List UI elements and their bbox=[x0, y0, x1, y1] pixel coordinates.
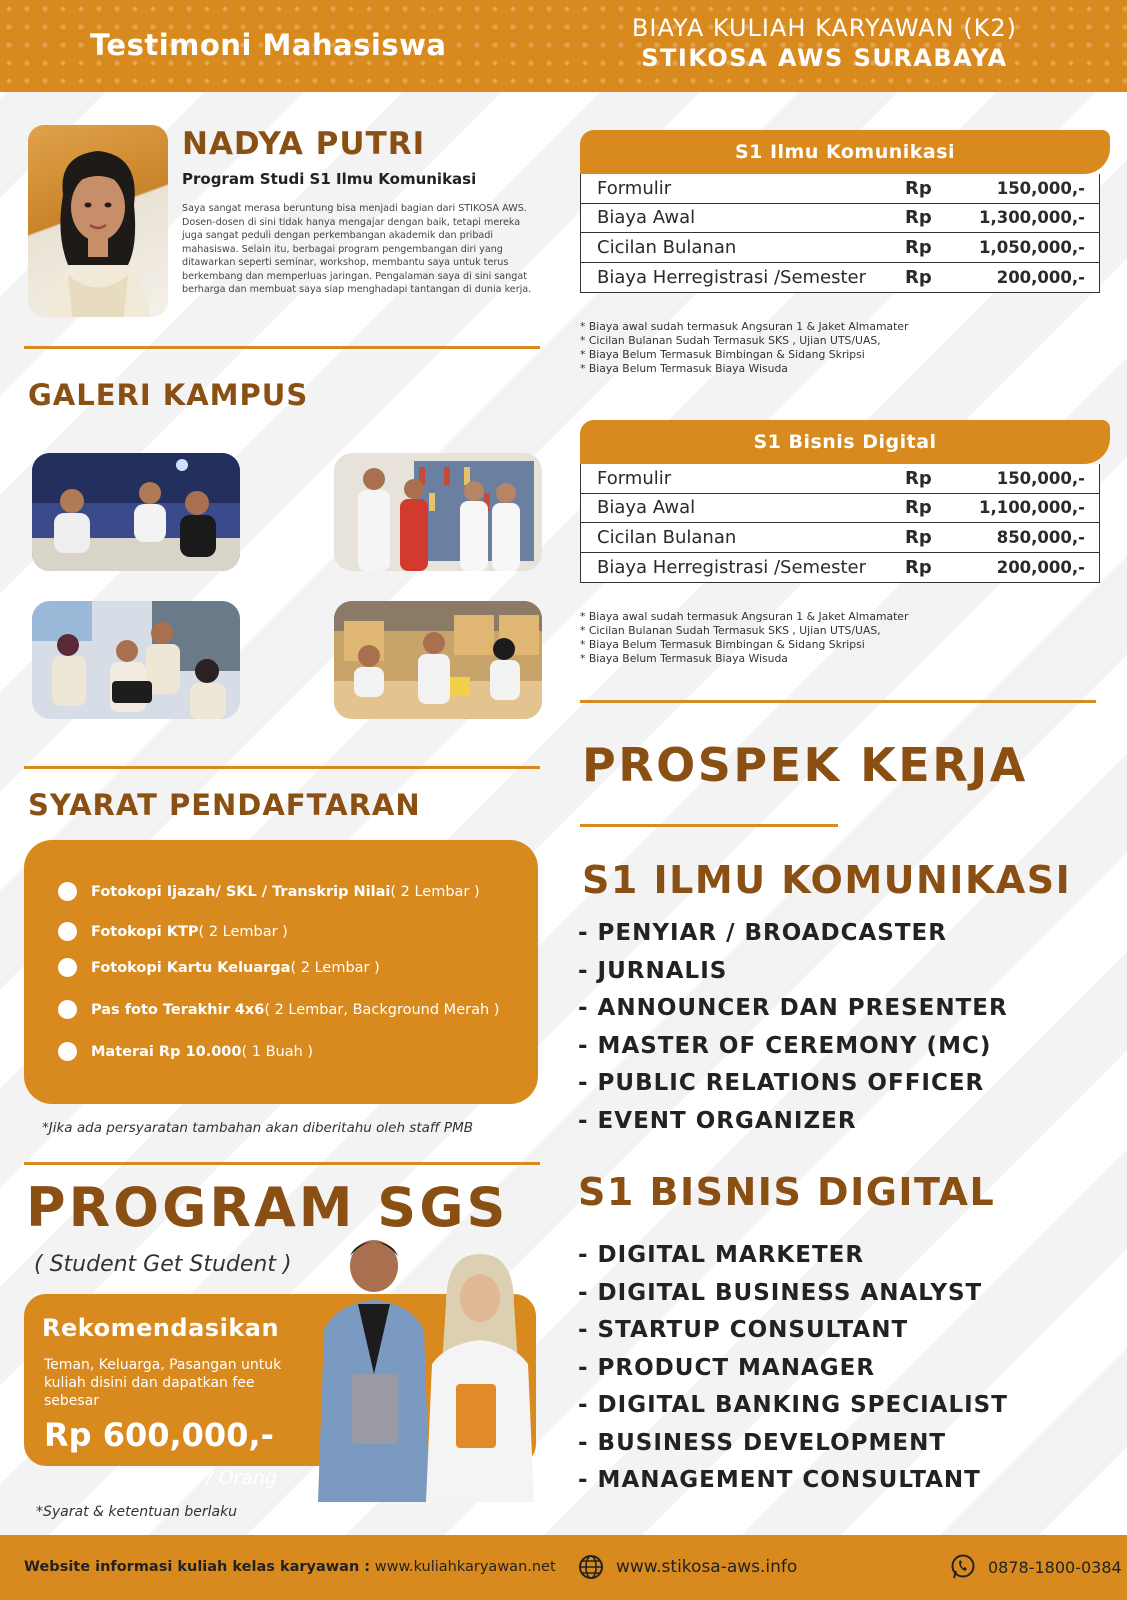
library-scene-illustration bbox=[334, 453, 542, 571]
requirement-qty: ( 1 Buah ) bbox=[241, 1043, 314, 1060]
job-item: - BUSINESS DEVELOPMENT bbox=[578, 1429, 947, 1456]
fee-row bbox=[581, 464, 1099, 494]
fee-row bbox=[581, 494, 1099, 524]
student-portrait-illustration bbox=[28, 125, 168, 317]
sgs-heading: Rekomendasikan bbox=[42, 1314, 280, 1342]
prospek-bisnis-list bbox=[578, 1242, 1008, 1505]
sgs-description: Teman, Keluarga, Pasangan untuk kuliah disini dan dapatkan fee sebesar bbox=[44, 1357, 282, 1409]
studio-scene-illustration bbox=[32, 453, 240, 571]
job-item: - MASTER OF CEREMONY (MC) bbox=[578, 1032, 992, 1059]
footer-phone-number[interactable]: 0878-1800-0384 bbox=[988, 1557, 1122, 1577]
fee-amount: 850,000,- bbox=[996, 527, 1085, 547]
students-illustration bbox=[296, 1234, 538, 1502]
requirements-panel bbox=[24, 840, 538, 1104]
footer-website-link[interactable]: www.stikosa-aws.info bbox=[616, 1557, 798, 1577]
job-item: - DIGITAL BANKING SPECIALIST bbox=[578, 1392, 1008, 1418]
fee-note: * Biaya Belum Termasuk Biaya Wisuda bbox=[580, 652, 788, 665]
requirement-item bbox=[58, 922, 288, 941]
fee-row bbox=[581, 553, 1099, 583]
requirement-label: Fotokopi Ijazah/ SKL / Transkrip Nilai bbox=[91, 883, 391, 900]
divider bbox=[580, 824, 838, 827]
requirement-item bbox=[58, 958, 380, 977]
student-photo bbox=[28, 125, 168, 317]
requirement-label: Fotokopi Kartu Keluarga bbox=[91, 959, 291, 976]
fee-note: * Biaya Belum Termasuk Bimbingan & Sidang Skripsi bbox=[580, 638, 865, 651]
requirement-label: Materai Rp 10.000 bbox=[91, 1043, 242, 1060]
sgs-students-photo bbox=[296, 1234, 538, 1502]
footer-info-link[interactable]: www.kuliahkaryawan.net bbox=[374, 1559, 556, 1575]
fee-amount: 200,000,- bbox=[996, 267, 1085, 287]
prospek-ilkom-list bbox=[578, 920, 1008, 1145]
fee-note: * Biaya awal sudah termasuk Angsuran 1 & Jaket Almamater bbox=[580, 610, 909, 623]
requirement-qty: ( 2 Lembar ) bbox=[198, 923, 288, 940]
sgs-terms-note: *Syarat & ketentuan berlaku bbox=[36, 1504, 238, 1520]
fee-table bbox=[580, 174, 1100, 293]
header-line-1: BIAYA KULIAH KARYAWAN (K2) bbox=[631, 14, 1017, 42]
footer-website[interactable] bbox=[578, 1554, 797, 1580]
fee-currency: Rp bbox=[905, 526, 932, 548]
fee-currency: Rp bbox=[905, 207, 932, 229]
fee-card-title: S1 Ilmu Komunikasi bbox=[580, 130, 1110, 174]
bullet-icon bbox=[58, 1042, 77, 1061]
divider bbox=[24, 346, 540, 349]
bullet-icon bbox=[58, 958, 77, 977]
sgs-title: PROGRAM SGS bbox=[26, 1176, 509, 1239]
divider bbox=[24, 1162, 540, 1165]
fee-currency: Rp bbox=[905, 177, 932, 199]
requirement-item bbox=[58, 1000, 499, 1019]
fee-row bbox=[581, 233, 1099, 263]
bullet-icon bbox=[58, 1000, 77, 1019]
fee-label: Formulir bbox=[597, 177, 672, 199]
fee-label: Biaya Herregistrasi /Semester bbox=[597, 266, 867, 288]
testimonial-program: Program Studi S1 Ilmu Komunikasi bbox=[182, 170, 477, 188]
fee-note: * Cicilan Bulanan Sudah Termasuk SKS , Ujian UTS/UAS, bbox=[580, 624, 881, 637]
prospek-bisnis-title: S1 BISNIS DIGITAL bbox=[578, 1170, 996, 1214]
requirement-qty: ( 2 Lembar ) bbox=[390, 883, 480, 900]
fee-label: Formulir bbox=[597, 467, 672, 489]
fee-notes-bisnis bbox=[580, 610, 908, 666]
prospek-title: PROSPEK KERJA bbox=[582, 738, 1028, 792]
job-item: - DIGITAL MARKETER bbox=[578, 1242, 865, 1268]
fee-card-ilkom bbox=[580, 130, 1110, 293]
fee-amount: 1,050,000,- bbox=[978, 237, 1085, 257]
bullet-icon bbox=[58, 882, 77, 901]
fee-currency: Rp bbox=[905, 556, 932, 578]
gallery-photo-lab bbox=[334, 601, 542, 719]
divider bbox=[580, 700, 1096, 703]
gallery-title: GALERI KAMPUS bbox=[28, 378, 309, 412]
fee-amount: 200,000,- bbox=[996, 557, 1085, 577]
fee-note: * Biaya awal sudah termasuk Angsuran 1 & Jaket Almamater bbox=[580, 320, 909, 333]
header-line-2: STIKOSA AWS SURABAYA bbox=[641, 44, 1008, 72]
prospek-ilkom-title: S1 ILMU KOMUNIKASI bbox=[582, 858, 1072, 902]
fee-label: Biaya Awal bbox=[597, 207, 696, 229]
fee-table bbox=[580, 464, 1100, 583]
fee-amount: 150,000,- bbox=[996, 178, 1085, 198]
requirements-title: SYARAT PENDAFTARAN bbox=[28, 788, 421, 822]
job-item: - PENYIAR / BROADCASTER bbox=[578, 920, 947, 946]
fee-row bbox=[581, 523, 1099, 553]
fee-currency: Rp bbox=[905, 266, 932, 288]
fee-card-bisnis bbox=[580, 420, 1110, 583]
job-item: - STARTUP CONSULTANT bbox=[578, 1317, 909, 1343]
fee-amount: 150,000,- bbox=[996, 468, 1085, 488]
sgs-subtitle: ( Student Get Student ) bbox=[34, 1252, 292, 1277]
testimonial-quote: Saya sangat merasa beruntung bisa menjadi bagian dari STIKOSA AWS. Dosen-dosen di sini tidak hanya mengajar dengan baik, tetapi mereka juga sangat peduli dengan perkembangan akademik dan pribadi mahasiswa. Selain itu, berbagai program pengembangan diri yang ditawarkan seperti seminar, workshop, membantu saya untuk terus berkembang dan memperluas jaringan. Pengalaman saya di sini sangat berharga dan membuat saya siap menghadapi tantangan di dunia kerja. bbox=[182, 203, 532, 295]
gallery-photo-library bbox=[334, 453, 542, 571]
fee-note: * Biaya Belum Termasuk Bimbingan & Sidang Skripsi bbox=[580, 348, 865, 361]
fee-amount: 1,300,000,- bbox=[978, 208, 1085, 228]
fee-note: * Biaya Belum Termasuk Biaya Wisuda bbox=[580, 362, 788, 375]
gallery-photo-studio bbox=[32, 453, 240, 571]
language-lab-illustration bbox=[334, 601, 542, 719]
fee-row bbox=[581, 174, 1099, 204]
fee-amount: 1,100,000,- bbox=[978, 498, 1085, 518]
header-title: Testimoni Mahasiswa bbox=[90, 28, 447, 62]
footer-info-label: Website informasi kuliah kelas karyawan : bbox=[24, 1559, 371, 1575]
fee-row bbox=[581, 263, 1099, 293]
job-item: - DIGITAL BUSINESS ANALYST bbox=[578, 1279, 983, 1306]
requirement-label: Pas foto Terakhir 4x6 bbox=[91, 1001, 265, 1018]
sgs-per-person: / Orang bbox=[206, 1467, 277, 1489]
header-campus-title bbox=[632, 14, 1017, 72]
footer-info bbox=[24, 1559, 556, 1575]
job-item: - PUBLIC RELATIONS OFFICER bbox=[578, 1070, 985, 1096]
job-item: - PRODUCT MANAGER bbox=[578, 1354, 876, 1381]
job-item: - ANNOUNCER DAN PRESENTER bbox=[578, 995, 1008, 1021]
globe-icon bbox=[578, 1554, 604, 1580]
fee-label: Biaya Herregistrasi /Semester bbox=[597, 556, 867, 578]
fee-card-title: S1 Bisnis Digital bbox=[580, 420, 1110, 464]
fee-label: Cicilan Bulanan bbox=[597, 236, 737, 258]
requirement-item bbox=[58, 882, 480, 901]
testimonial-name: NADYA PUTRI bbox=[182, 126, 426, 162]
fee-row bbox=[581, 204, 1099, 234]
fee-note: * Cicilan Bulanan Sudah Termasuk SKS , Ujian UTS/UAS, bbox=[580, 334, 881, 347]
requirement-label: Fotokopi KTP bbox=[91, 923, 199, 940]
fee-label: Cicilan Bulanan bbox=[597, 526, 737, 548]
requirement-qty: ( 2 Lembar, Background Merah ) bbox=[264, 1001, 500, 1018]
fee-label: Biaya Awal bbox=[597, 497, 696, 519]
fee-currency: Rp bbox=[905, 236, 932, 258]
fee-currency: Rp bbox=[905, 497, 932, 519]
gallery-photo-camera-class bbox=[32, 601, 240, 719]
whatsapp-icon bbox=[950, 1554, 976, 1580]
job-item: - EVENT ORGANIZER bbox=[578, 1107, 857, 1134]
camera-class-illustration bbox=[32, 601, 240, 719]
requirement-item bbox=[58, 1042, 313, 1061]
divider bbox=[24, 766, 540, 769]
footer-phone[interactable] bbox=[950, 1554, 1122, 1580]
job-item: - JURNALIS bbox=[578, 957, 728, 984]
fee-currency: Rp bbox=[905, 467, 932, 489]
job-item: - MANAGEMENT CONSULTANT bbox=[578, 1467, 981, 1493]
requirements-note: *Jika ada persyaratan tambahan akan diberitahu oleh staff PMB bbox=[42, 1120, 473, 1136]
sgs-amount: Rp 600,000,- bbox=[44, 1416, 274, 1454]
fee-notes-ilkom bbox=[580, 320, 908, 376]
requirement-qty: ( 2 Lembar ) bbox=[290, 959, 380, 976]
bullet-icon bbox=[58, 922, 77, 941]
